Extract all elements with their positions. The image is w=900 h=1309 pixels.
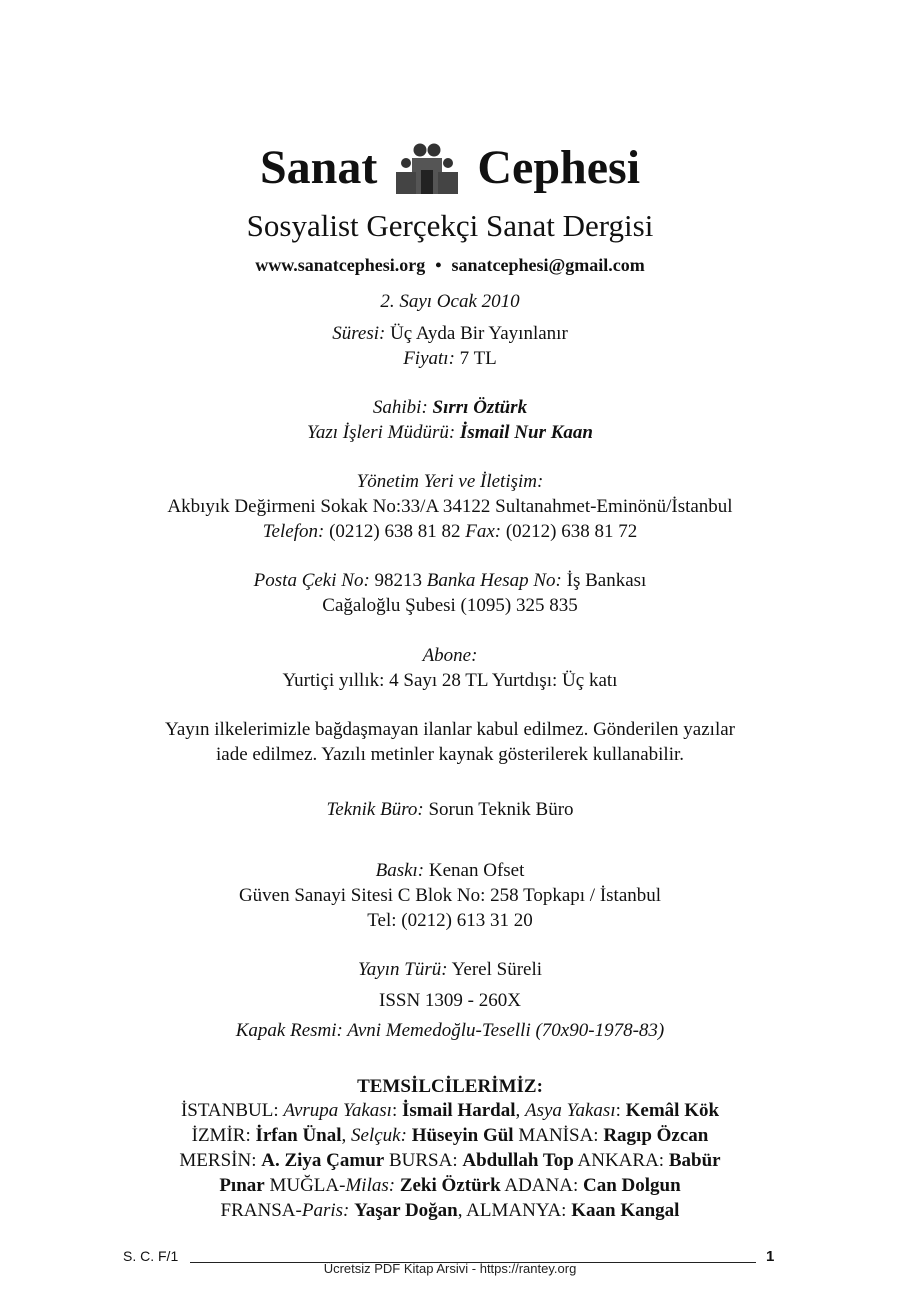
page-number: 1	[766, 1248, 775, 1265]
footer-code: S. C. F/1	[123, 1248, 179, 1264]
technical-value: Sorun Teknik Büro	[423, 799, 574, 820]
reps-sep: :	[391, 1100, 402, 1121]
website-link[interactable]: www.sanatcephesi.org	[255, 255, 426, 275]
editor-line	[0, 420, 900, 445]
notice-line-1: Yayın ilkelerimizle bağdaşmayan ilanlar kabul edilmez. Gönderilen yazılar	[165, 719, 735, 740]
reps-city: MANİSA:	[513, 1125, 604, 1146]
print-value: Kenan Ofset	[424, 860, 525, 881]
cover-line: Kapak Resmi: Avni Memedoğlu-Teselli (70x90-1978-83)	[235, 1020, 665, 1041]
reps-city: İZMİR:	[191, 1125, 256, 1146]
reps-person: Hüseyin Gül	[411, 1125, 514, 1146]
bank-line	[0, 568, 900, 593]
owner-name: Sırrı Öztürk	[432, 397, 528, 418]
bank-branch: Cağaloğlu Şubesi (1095) 325 835	[322, 595, 578, 616]
price-value: 7 TL	[454, 348, 497, 369]
editor-name: İsmail Nur Kaan	[459, 422, 593, 443]
issn-line: ISSN 1309 - 260X	[379, 990, 521, 1011]
reps-person: Ragıp Özcan	[603, 1125, 709, 1146]
reps-area: Selçuk:	[351, 1125, 407, 1146]
print-address: Güven Sanayi Sitesi C Blok No: 258 Topkapı / İstanbul	[238, 885, 662, 906]
issue-line: 2. Sayı Ocak 2010	[380, 291, 520, 312]
reps-person: Pınar	[219, 1175, 265, 1196]
reps-person: İsmail Hardal	[402, 1100, 516, 1121]
contact-line	[0, 253, 900, 277]
archive-link[interactable]: Ücretsiz PDF Kitap Arsivi - https://rantey.org	[323, 1261, 577, 1276]
posta-value: 98213	[369, 570, 427, 591]
email-link[interactable]: sanatcephesi@gmail.com	[451, 255, 645, 275]
technical-line	[0, 797, 900, 822]
subtitle: Sosyalist Gerçekçi Sanat Dergisi	[246, 208, 654, 243]
fax-value: (0212) 638 81 72	[501, 521, 638, 542]
subscription-heading: Abone:	[422, 645, 478, 666]
reps-line-2	[0, 1123, 900, 1148]
reps-area: Asya Yakası	[524, 1100, 616, 1121]
reps-line-3	[0, 1148, 900, 1173]
phone-value: (0212) 638 81 82	[324, 521, 466, 542]
pubtype-label: Yayın Türü:	[357, 959, 448, 980]
reps-sep: ,	[341, 1125, 352, 1146]
subscription-text: Yurtiçi yıllık: 4 Sayı 28 TL Yurtdışı: Üç katı	[282, 670, 618, 691]
reps-person: Zeki Öztürk	[399, 1175, 501, 1196]
reps-person: Kemâl Kök	[625, 1100, 720, 1121]
posta-label: Posta Çeki No:	[253, 570, 370, 591]
reps-heading: TEMSİLCİLERİMİZ:	[357, 1076, 543, 1097]
period-label: Süresi:	[332, 323, 386, 344]
editor-label: Yazı İşleri Müdürü:	[307, 422, 460, 443]
reps-line-1	[0, 1098, 900, 1123]
reps-city: BURSA:	[384, 1150, 463, 1171]
period-line	[0, 321, 900, 346]
reps-area: Milas:	[345, 1175, 396, 1196]
account-label: Banka Hesap No:	[426, 570, 562, 591]
office-heading: Yönetim Yeri ve İletişim:	[356, 471, 544, 492]
reps-person: İrfan Ünal	[255, 1125, 342, 1146]
print-line	[0, 858, 900, 883]
price-label: Fiyatı:	[403, 348, 455, 369]
separator: •	[435, 255, 442, 275]
technical-label: Teknik Büro:	[326, 799, 424, 820]
title-left: Sanat	[259, 141, 378, 194]
people-group-icon	[393, 142, 461, 194]
reps-city: MERSİN:	[179, 1150, 262, 1171]
owner-line	[0, 395, 900, 420]
owner-label: Sahibi:	[372, 397, 433, 418]
period-value: Üç Ayda Bir Yayınlanır	[385, 323, 568, 344]
reps-person: Kaan Kangal	[571, 1200, 680, 1221]
reps-city: İSTANBUL:	[180, 1100, 284, 1121]
phone-line	[0, 519, 900, 544]
phone-label: Telefon:	[262, 521, 325, 542]
reps-person: Babür	[668, 1150, 721, 1171]
reps-person: Can Dolgun	[582, 1175, 681, 1196]
reps-sep: ,	[515, 1100, 525, 1121]
reps-line-5	[0, 1198, 900, 1223]
reps-area: Avrupa Yakası	[283, 1100, 392, 1121]
fax-label: Fax:	[465, 521, 502, 542]
reps-city: , ALMANYA:	[457, 1200, 572, 1221]
print-label: Baskı:	[375, 860, 425, 881]
office-address: Akbıyık Değirmeni Sokak No:33/A 34122 Sultanahmet-Eminönü/İstanbul	[167, 496, 733, 517]
reps-person: Yaşar Doğan	[354, 1200, 458, 1221]
reps-city: ANKARA:	[573, 1150, 669, 1171]
reps-city: MUĞLA-	[264, 1175, 346, 1196]
reps-person: A. Ziya Çamur	[261, 1150, 385, 1171]
reps-area: Paris:	[301, 1200, 350, 1221]
reps-city: ADANA:	[500, 1175, 583, 1196]
reps-person: Abdullah Top	[462, 1150, 574, 1171]
reps-line-4	[0, 1173, 900, 1198]
print-tel: Tel: (0212) 613 31 20	[367, 910, 533, 931]
account-value: İş Bankası	[561, 570, 647, 591]
pubtype-value: Yerel Süreli	[447, 959, 543, 980]
masthead-title	[0, 140, 900, 196]
reps-city: FRANSA-	[220, 1200, 302, 1221]
price-line	[0, 346, 900, 371]
reps-sep: :	[615, 1100, 626, 1121]
pubtype-line	[0, 957, 900, 982]
title-right: Cephesi	[477, 141, 641, 194]
notice-line-2: iade edilmez. Yazılı metinler kaynak gösterilerek kullanabilir.	[216, 744, 684, 765]
